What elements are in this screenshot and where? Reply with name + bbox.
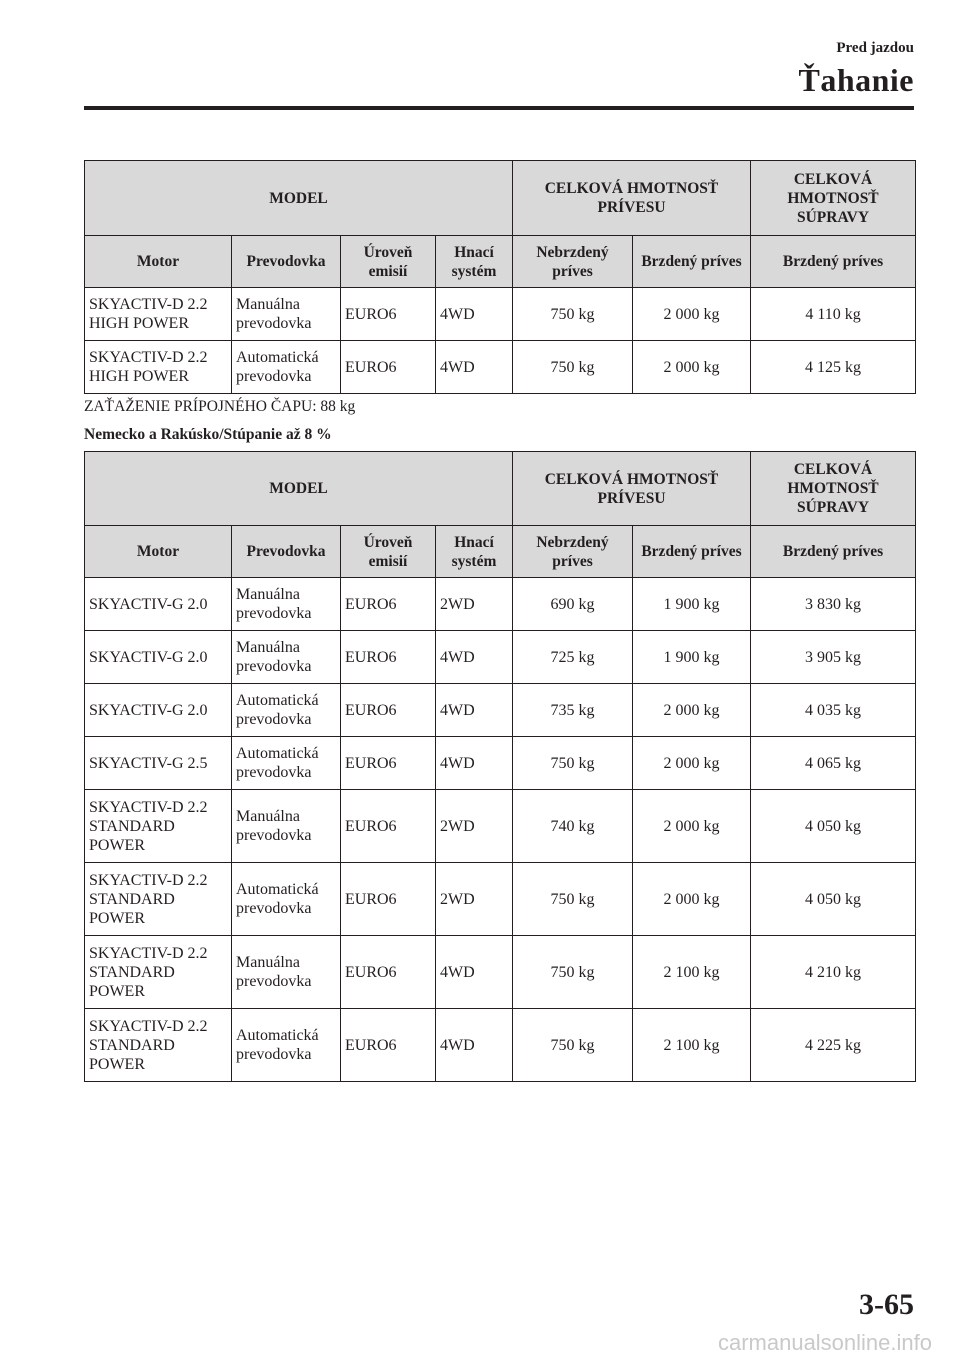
- cell-braked: 2 000 kg: [633, 684, 751, 737]
- cell-combo: 4 035 kg: [751, 684, 916, 737]
- cell-motor: SKYACTIV-D 2.2 HIGH POWER: [85, 341, 232, 394]
- cell-combo: 4 050 kg: [751, 863, 916, 936]
- cell-unbraked: 750 kg: [513, 863, 633, 936]
- cell-unbraked: 735 kg: [513, 684, 633, 737]
- cell-combo: 3 830 kg: [751, 578, 916, 631]
- cell-combo: 4 125 kg: [751, 341, 916, 394]
- header-emissions: Úroveň emisií: [341, 236, 436, 288]
- cell-gearbox: Manuálna prevodovka: [232, 578, 341, 631]
- header-drive: Hnací systém: [436, 526, 513, 578]
- header-combo-mass: CELKOVÁ HMOTNOSŤ SÚPRAVY: [751, 161, 916, 236]
- cell-unbraked: 750 kg: [513, 341, 633, 394]
- cell-gearbox: Manuálna prevodovka: [232, 288, 341, 341]
- cell-emissions: EURO6: [341, 790, 436, 863]
- cell-braked: 1 900 kg: [633, 578, 751, 631]
- cell-unbraked: 690 kg: [513, 578, 633, 631]
- cell-combo: 4 065 kg: [751, 737, 916, 790]
- header-divider: [84, 106, 914, 110]
- header-unbraked: Nebrzdený príves: [513, 236, 633, 288]
- cell-emissions: EURO6: [341, 684, 436, 737]
- cell-motor: SKYACTIV-G 2.0: [85, 684, 232, 737]
- cell-gearbox: Manuálna prevodovka: [232, 631, 341, 684]
- cell-drive: 4WD: [436, 631, 513, 684]
- cell-emissions: EURO6: [341, 631, 436, 684]
- header-motor: Motor: [85, 236, 232, 288]
- header-unbraked: Nebrzdený príves: [513, 526, 633, 578]
- cell-drive: 2WD: [436, 863, 513, 936]
- watermark: carmanualsonline.info: [717, 1330, 932, 1355]
- cell-drive: 2WD: [436, 790, 513, 863]
- header-trailer-mass: CELKOVÁ HMOTNOSŤ PRÍVESU: [513, 452, 751, 526]
- region-heading: Nemecko a Rakúsko/Stúpanie až 8 %: [84, 426, 332, 443]
- cell-drive: 4WD: [436, 341, 513, 394]
- cell-braked: 2 100 kg: [633, 1009, 751, 1082]
- cell-combo: 3 905 kg: [751, 631, 916, 684]
- cell-drive: 4WD: [436, 684, 513, 737]
- cell-braked: 1 900 kg: [633, 631, 751, 684]
- table-row: [85, 863, 916, 936]
- cell-gearbox: Automatická prevodovka: [232, 737, 341, 790]
- header-model: MODEL: [85, 161, 513, 236]
- cell-emissions: EURO6: [341, 288, 436, 341]
- towing-table-1: [84, 160, 916, 394]
- cell-unbraked: 740 kg: [513, 790, 633, 863]
- header-combo-braked: Brzdený príves: [751, 526, 916, 578]
- table-row: [85, 341, 916, 394]
- table-row: [85, 684, 916, 737]
- cell-emissions: EURO6: [341, 1009, 436, 1082]
- cell-drive: 4WD: [436, 737, 513, 790]
- cell-emissions: EURO6: [341, 341, 436, 394]
- cell-emissions: EURO6: [341, 936, 436, 1009]
- cell-gearbox: Automatická prevodovka: [232, 1009, 341, 1082]
- header-drive: Hnací systém: [436, 236, 513, 288]
- cell-motor: SKYACTIV-D 2.2 HIGH POWER: [85, 288, 232, 341]
- header-model: MODEL: [85, 452, 513, 526]
- cell-motor: SKYACTIV-G 2.0: [85, 631, 232, 684]
- header-gearbox: Prevodovka: [232, 526, 341, 578]
- table-row: [85, 288, 916, 341]
- cell-drive: 4WD: [436, 288, 513, 341]
- table-row: [85, 737, 916, 790]
- cell-combo: 4 210 kg: [751, 936, 916, 1009]
- cell-drive: 4WD: [436, 936, 513, 1009]
- cell-drive: 4WD: [436, 1009, 513, 1082]
- cell-motor: SKYACTIV-D 2.2 STANDARD POWER: [85, 936, 232, 1009]
- cell-combo: 4 110 kg: [751, 288, 916, 341]
- cell-braked: 2 000 kg: [633, 737, 751, 790]
- cell-braked: 2 000 kg: [633, 863, 751, 936]
- cell-unbraked: 750 kg: [513, 737, 633, 790]
- table-row: [85, 1009, 916, 1082]
- cell-motor: SKYACTIV-D 2.2 STANDARD POWER: [85, 863, 232, 936]
- cell-unbraked: 750 kg: [513, 936, 633, 1009]
- cell-drive: 2WD: [436, 578, 513, 631]
- cell-emissions: EURO6: [341, 737, 436, 790]
- cell-emissions: EURO6: [341, 578, 436, 631]
- page-title: Ťahanie: [798, 62, 914, 98]
- cell-gearbox: Automatická prevodovka: [232, 341, 341, 394]
- cell-motor: SKYACTIV-D 2.2 STANDARD POWER: [85, 790, 232, 863]
- table-row: [85, 790, 916, 863]
- cell-braked: 2 000 kg: [633, 341, 751, 394]
- cell-gearbox: Manuálna prevodovka: [232, 790, 341, 863]
- towing-table-2: [84, 451, 916, 1082]
- cell-gearbox: Manuálna prevodovka: [232, 936, 341, 1009]
- cell-gearbox: Automatická prevodovka: [232, 863, 341, 936]
- header-braked: Brzdený príves: [633, 526, 751, 578]
- cell-motor: SKYACTIV-G 2.0: [85, 578, 232, 631]
- cell-combo: 4 050 kg: [751, 790, 916, 863]
- cell-unbraked: 750 kg: [513, 288, 633, 341]
- cell-emissions: EURO6: [341, 863, 436, 936]
- cell-gearbox: Automatická prevodovka: [232, 684, 341, 737]
- header-trailer-mass: CELKOVÁ HMOTNOSŤ PRÍVESU: [513, 161, 751, 236]
- cell-motor: SKYACTIV-G 2.5: [85, 737, 232, 790]
- header-combo-mass: CELKOVÁ HMOTNOSŤ SÚPRAVY: [751, 452, 916, 526]
- hitch-load-note: ZAŤAŽENIE PRÍPOJNÉHO ČAPU: 88 kg: [84, 398, 356, 415]
- table-row: [85, 631, 916, 684]
- header-braked: Brzdený príves: [633, 236, 751, 288]
- cell-unbraked: 750 kg: [513, 1009, 633, 1082]
- table-row: [85, 936, 916, 1009]
- cell-braked: 2 000 kg: [633, 790, 751, 863]
- table-body: [85, 578, 916, 1082]
- cell-braked: 2 100 kg: [633, 936, 751, 1009]
- section-heading: Pred jazdou: [836, 40, 914, 56]
- cell-unbraked: 725 kg: [513, 631, 633, 684]
- header-motor: Motor: [85, 526, 232, 578]
- page-number: 3-65: [859, 1288, 914, 1321]
- header-combo-braked: Brzdený príves: [751, 236, 916, 288]
- cell-braked: 2 000 kg: [633, 288, 751, 341]
- header-gearbox: Prevodovka: [232, 236, 341, 288]
- header-emissions: Úroveň emisií: [341, 526, 436, 578]
- cell-motor: SKYACTIV-D 2.2 STANDARD POWER: [85, 1009, 232, 1082]
- cell-combo: 4 225 kg: [751, 1009, 916, 1082]
- table-row: [85, 578, 916, 631]
